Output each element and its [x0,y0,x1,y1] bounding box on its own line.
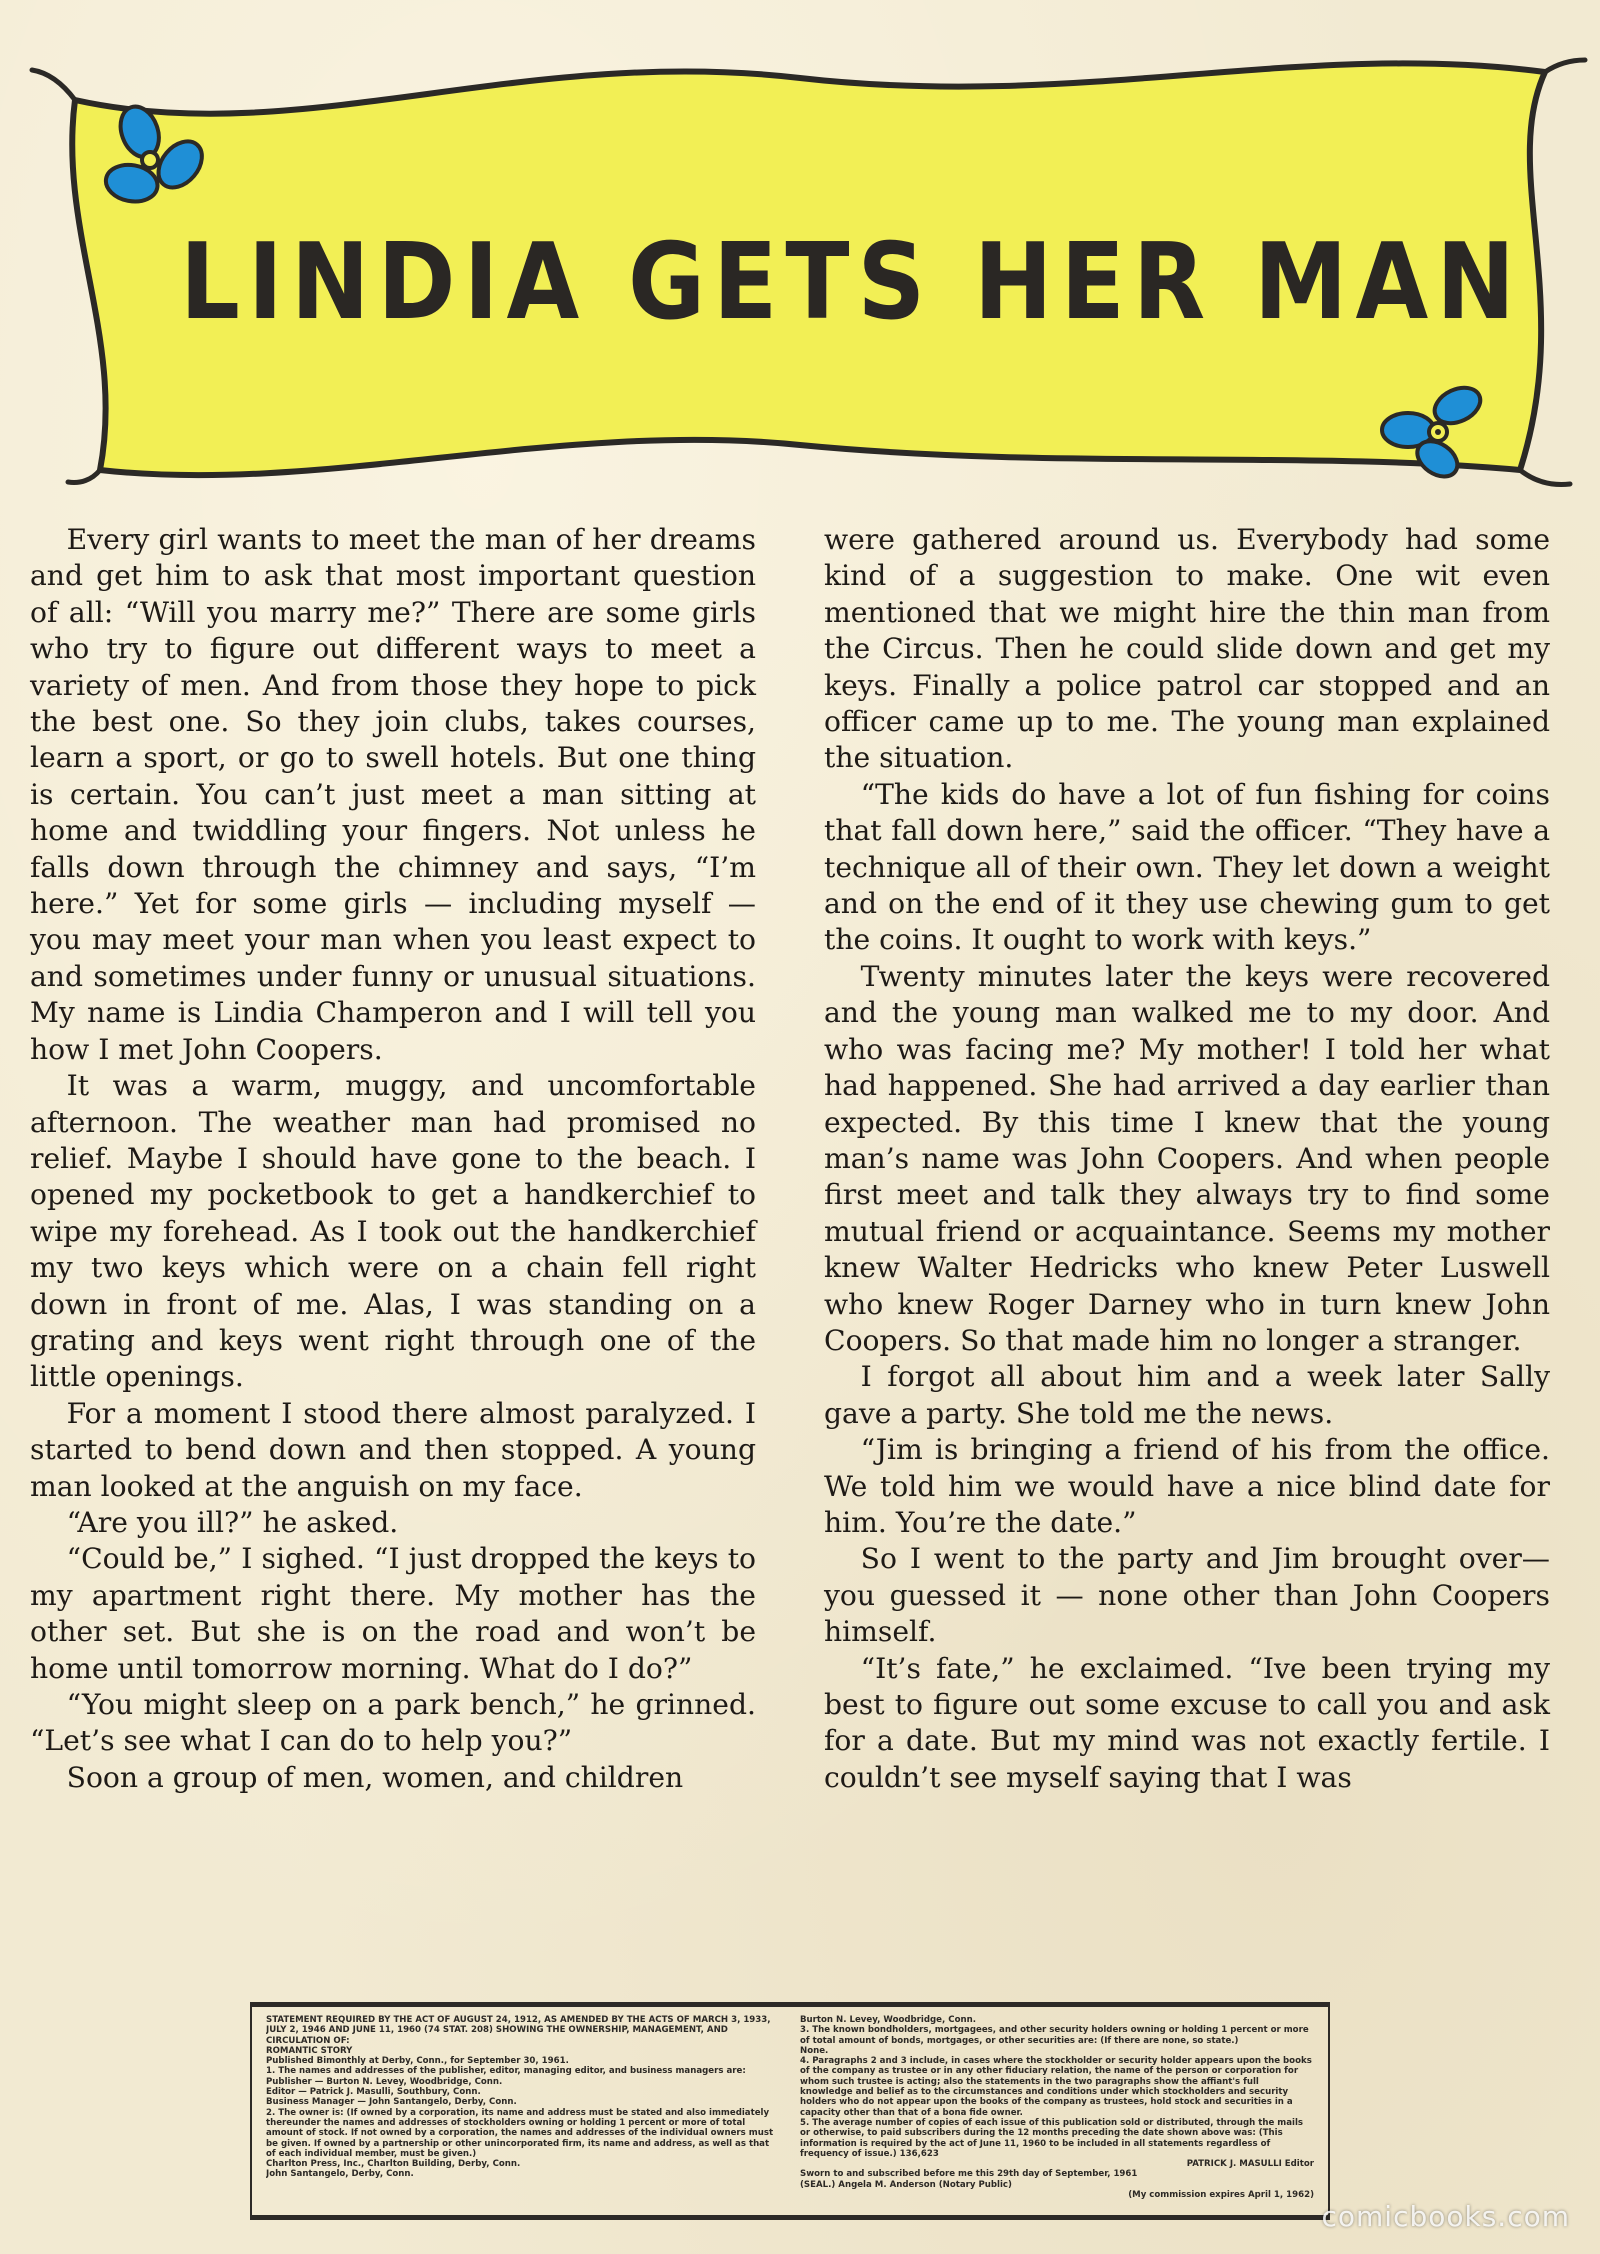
banner-right-tail [1545,60,1585,72]
banner-left-tail [32,70,75,100]
banner-left-tail-bottom [68,470,100,483]
statement-line: ROMANTIC STORY [266,2045,353,2056]
statement-line: (SEAL.) Angela M. Anderson (Notary Public) [800,2179,1012,2190]
paragraph: I forgot all about him and a week later Sally gave a party. She told me the news. [824,1360,1550,1430]
statement-column-right [800,2015,1314,2207]
story-column-right [824,522,1550,1796]
paragraph: For a moment I stood there almost paralyzed. I started to bend down and then stopped. A young man looked at the anguish on my face. [30,1396,756,1503]
watermark: comicbooks.com [1321,2200,1570,2233]
paragraph: “Are you ill?” he asked. [66,1505,399,1539]
paragraph: “Could be,” I sighed. “I just dropped the keys to my apartment right there. My mother has the other set. But she is on the road and won’t be home until tomorrow morning. What do I do?” [30,1542,756,1685]
statement-heading: STATEMENT REQUIRED BY THE ACT OF AUGUST 24, 1912, AS AMENDED BY THE ACTS OF MARCH 3, 1933, JULY 2, 1946 AND JUNE 11, 1960 (74 STAT. 208) SHOWING THE OWNERSHIP, MANAGEMENT, AND CIRCULATION OF: [266,2015,771,2046]
paragraph: Soon a group of men, women, and children [66,1760,684,1794]
story-column-left [30,522,756,1796]
ownership-statement-box [250,2002,1330,2220]
statement-line: None. [800,2045,829,2056]
statement-column-left [266,2015,780,2207]
statement-line: 3. The known bondholders, mortgagees, and other security holders owning or holding 1 percent or more of total amount of bonds, mortgages, or other securities are: (If there are none, so state.) [800,2025,1309,2046]
paragraph: It was a warm, muggy, and uncomfortable afternoon. The weather man had promised no relief. Maybe I should have gone to the beach. I opened my pocketbook to get a handkerchief to wipe my forehead. As I took out the handkerchief my two keys which were on a chain fell right down in front of me. Alas, I was standing on a grating and keys went right through one of the little openings. [30,1069,756,1394]
title-banner [0,0,1600,500]
statement-line: 2. The owner is: (If owned by a corporation, its name and address must be stated and also immediately thereunder the names and addresses of stockholders owning or holding 1 percent or more of total amount of stock. If not owned by a corporation, the names and addresses of the individual owners must be given. If owned by a partnership or other unincorporated firm, its name and address, as well as that of each individual member, must be given.) [266,2107,774,2159]
statement-line: Editor — Patrick J. Masulli, Southbury, Conn. [266,2087,481,2098]
paragraph: “You might sleep on a park bench,” he grinned. “Let’s see what I can do to help you?” [30,1688,756,1758]
paragraph: “It’s fate,” he exclaimed. “Ive been trying my best to figure out some excuse to call you and ask for a date. But my mind was not exactly fertile. I couldn’t see myself saying that I was [824,1651,1550,1794]
paragraph: Every girl wants to meet the man of her dreams and get him to ask that most important question of all: “Will you marry me?” There are some girls who try to figure out different ways to meet a variety of men. And from those they hope to pick the best one. So they join clubs, takes courses, learn a sport, or go to swell hotels. But one thing is certain. You can’t just meet a man sitting at home and twiddling your fingers. Not unless he falls down through the chimney and says, “I’m here.” Yet for some girls — including myself — you may meet your man when you least expect to and sometimes under funny or unusual situations. My name is Lindia Champeron and I will tell you how I met John Coopers. [30,523,756,1066]
statement-line: Sworn to and subscribed before me this 29th day of September, 1961 [800,2169,1138,2180]
statement-line: 4. Paragraphs 2 and 3 include, in cases where the stockholder or security holder appears upon the books of the company as trustee or in any other fiduciary relation, the name of the person or corporation for whom such trustee is acting; also the statements in the two paragraphs show the affiant's full knowledge and belief as to the circumstances and conditions under which stockholders and security holders who do not appear upon the books of the company as trustees, hold stock and securities in a capacity other than that of a bona fide owner. [800,2056,1312,2118]
statement-signature: PATRICK J. MASULLI Editor [1186,2159,1314,2170]
paragraph: Twenty minutes later the keys were recovered and the young man walked me to my door. And who was facing me? My mother! I told her what had happened. She had arrived a day earlier than expected. By this time I knew that the young man’s name was John Coopers. And when people first meet and talk they always try to find some mutual friend or acquaintance. Seems my mother knew Walter Hedricks who knew Peter Luswell who knew Roger Darney who in turn knew John Coopers. So that made him no longer a stranger. [824,959,1550,1357]
statement-line: 5. The average number of copies of each issue of this publication sold or distributed, through the mails or otherwise, to paid subscribers during the 12 months preceding the date shown above was: (This information is required by the act of June 11, 1960 to be included in all statements regardless of frequency of issue.) 136,623 [800,2117,1304,2159]
statement-line: Burton N. Levey, Woodbridge, Conn. [800,2015,976,2025]
paragraph: “Jim is bringing a friend of his from the office. We told him we would have a nice blind date for him. You’re the date.” [824,1433,1550,1539]
paragraph: were gathered around us. Everybody had some kind of a suggestion to make. One wit even mentioned that we might hire the thin man from the Circus. Then he could slide down and get my keys. Finally a police patrol car stopped and an officer came up to me. The young man explained the situation. [824,523,1550,775]
statement-line: Published Bimonthly at Derby, Conn., for September 30, 1961. [266,2056,569,2067]
statement-line: 1. The names and addresses of the publisher, editor, managing editor, and business managers are: [266,2066,746,2077]
banner-right-tail-bottom [1520,470,1570,484]
statement-line: Publisher — Burton N. Levey, Woodbridge, Conn. [266,2076,503,2087]
statement-line: (My commission expires April 1, 1962) [1128,2190,1314,2201]
statement-line: John Santangelo, Derby, Conn. [266,2169,414,2180]
statement-line: Business Manager — John Santangelo, Derby, Conn. [266,2097,517,2108]
page-title: LINDIA GETS HER MAN [180,221,1523,344]
paragraph: So I went to the party and Jim brought over— you guessed it — none other than John Coopers himself. [824,1542,1550,1649]
paragraph: “The kids do have a lot of fun fishing for coins that fall down here,” said the officer. “They have a technique all of their own. They let down a weight and on the end of it they use chewing gum to get the coins. It ought to work with keys.” [824,777,1550,957]
statement-line: Charlton Press, Inc., Charlton Building, Derby, Conn. [266,2159,521,2170]
